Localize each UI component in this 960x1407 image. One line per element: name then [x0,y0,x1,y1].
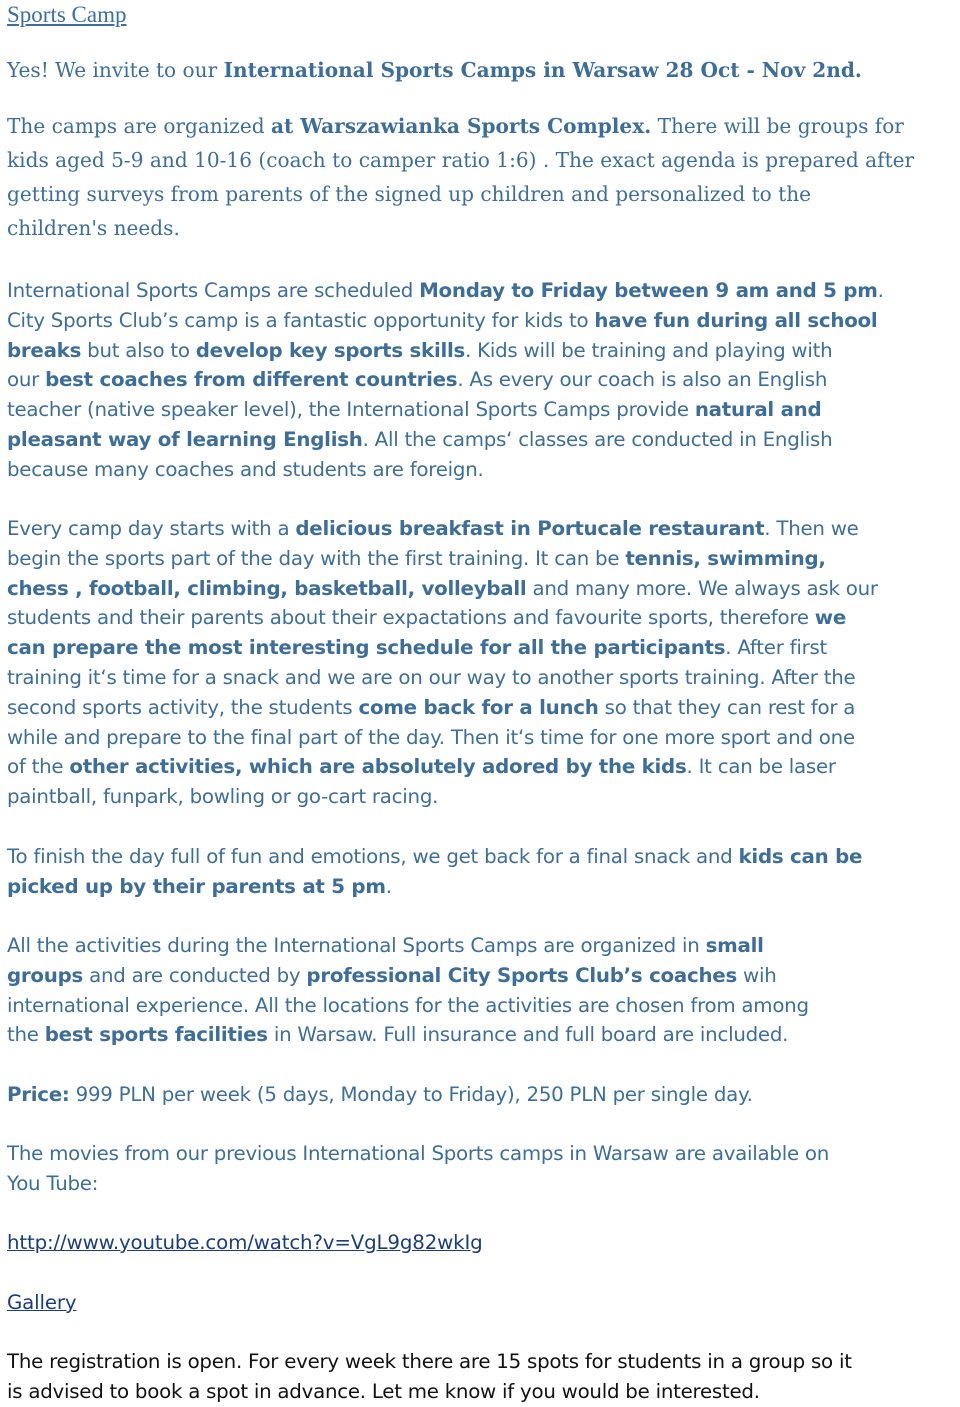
bold-text: at Warszawianka Sports Complex. [270,114,652,138]
finish-paragraph [7,842,960,902]
bold-text: develop key sports skills [195,338,466,362]
bold-text: other activities, which are absolutely adored by the kids [69,755,687,779]
youtube-paragraph [7,1228,960,1258]
bold-text: kids can be [738,845,863,868]
text-line: is advised to book a spot in advance. Let me know if you would be interested. [7,1379,760,1403]
text: in Warsaw. Full insurance and full board are included. [267,1023,789,1047]
text: . [385,874,392,898]
intro-text: Yes! We invite to our [7,58,224,82]
text-line: The movies from our previous International Sports camps in Warsaw are available on [7,1142,830,1165]
registration-paragraph [7,1347,960,1407]
text: . It can be laser [686,755,836,779]
bold-text: tennis, swimming, [625,546,826,570]
bold-text: chess , football, climbing, basketball, volleyball [7,576,527,600]
text: There will be groups for [651,114,904,138]
bold-text: Monday to Friday between 9 am and 5 pm [419,279,878,302]
bold-text: pleasant way of learning English [7,427,363,451]
text: second sports activity, the students [7,695,359,719]
intro-paragraph [7,53,960,87]
text: To finish the day full of fun and emotions, we get back for a final snack and [7,845,739,868]
bold-text: have fun during all school [594,308,878,332]
text: City Sports Club’s camp is a fantastic opportunity for kids to [7,308,595,332]
text-line: kids aged 5-9 and 10-16 (coach to camper ratio 1:6) . The exact agenda is prepared after [7,148,915,172]
text: students and their parents about their expactations and favourite sports, therefore [7,606,815,630]
bold-text: we [814,606,846,630]
gallery-paragraph [7,1288,960,1318]
text: our [7,368,46,392]
text: . Then we [764,517,859,540]
bold-text: come back for a lunch [358,695,599,719]
text: . As every our coach is also an English [457,368,828,392]
text: All the activities during the International Sports Camps are organized in [7,934,706,957]
text-line: while and prepare to the final part of the day. Then it‘s time for one more sport and one [7,725,855,749]
schedule-paragraph [7,276,960,485]
bold-text: groups [7,963,84,987]
bold-text: breaks [7,338,82,362]
groups-paragraph [7,931,960,1050]
text: . [877,279,884,302]
text-line: international experience. All the locations for the activities are chosen from among [7,993,809,1017]
bold-text: can prepare the most interesting schedule for all the participants [7,636,726,660]
day-paragraph [7,514,960,812]
text: and many more. We always ask our [526,576,878,600]
price-label: Price: [7,1083,70,1106]
text: but also to [81,338,196,362]
bold-text: professional City Sports Club’s coaches [306,963,737,987]
text: wih [737,963,777,987]
intro-bold: International Sports Camps in Warsaw 28 Oct - Nov 2nd. [223,58,862,82]
bold-text: small [705,934,764,957]
text: International Sports Camps are scheduled [7,279,420,302]
text: teacher (native speaker level), the International Sports Camps provide [7,398,695,422]
text: . All the camps‘ classes are conducted in English [362,427,833,451]
text: and are conducted by [83,963,307,987]
text-line: The registration is open. For every week there are 15 spots for students in a group so it [7,1350,852,1373]
text-line: because many coaches and students are foreign. [7,457,484,481]
youtube-link[interactable]: http://www.youtube.com/watch?v=VgL9g82wkIg [7,1231,483,1254]
text: . Kids will be training and playing with [465,338,833,362]
bold-text: picked up by their parents at 5 pm [7,874,386,898]
text: . After first [725,636,828,660]
text: The camps are organized [7,114,271,138]
bold-text: best sports facilities [44,1023,268,1047]
text-line: getting surveys from parents of the signed up children and personalized to the [7,182,812,206]
title-link[interactable]: Sports Camp [7,2,127,27]
text-line: training it‘s time for a snack and we are on our way to another sports training. After the [7,665,856,689]
text: the [7,1023,45,1047]
text: Every camp day starts with a [7,517,296,540]
bold-text: natural and [694,398,822,422]
organized-paragraph [7,109,960,245]
price-text: 999 PLN per week (5 days, Monday to Friday), 250 PLN per single day. [69,1083,753,1106]
text: so that they can rest for a [598,695,856,719]
movies-paragraph [7,1139,960,1199]
text: begin the sports part of the day with the first training. It can be [7,546,626,570]
gallery-link[interactable]: Gallery [7,1291,77,1314]
bold-text: best coaches from different countries [45,368,458,392]
price-paragraph [7,1080,960,1110]
bold-text: delicious breakfast in Portucale restaurant [295,517,765,540]
text-line: You Tube: [7,1171,99,1195]
text: of the [7,755,70,779]
text-line: paintball, funpark, bowling or go-cart racing. [7,785,439,809]
text-line: children's needs. [7,216,180,240]
